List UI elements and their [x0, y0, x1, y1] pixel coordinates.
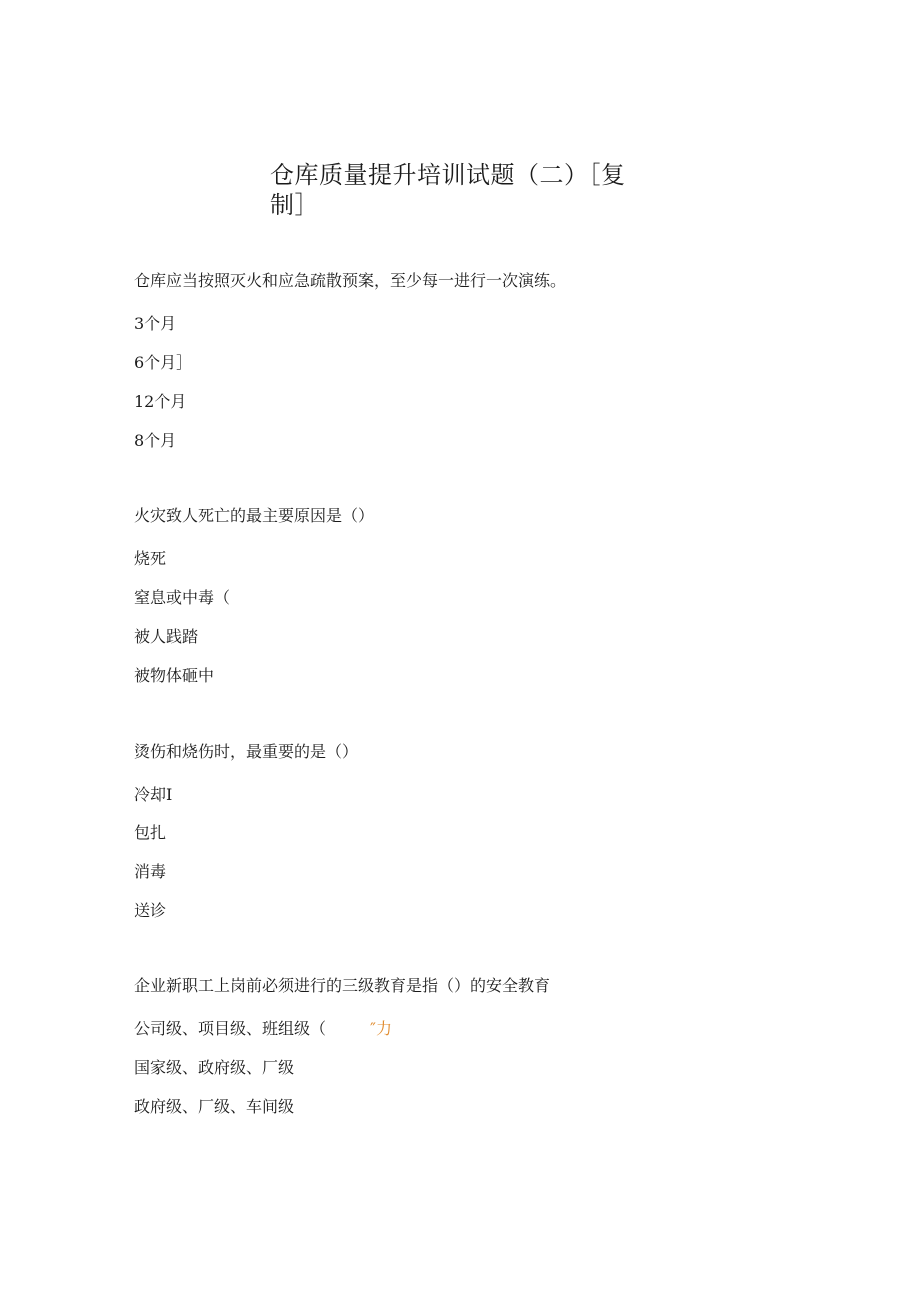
question-4-option-1[interactable] [134, 1018, 392, 1040]
question-3-option-3[interactable]: 消毒 [134, 862, 167, 881]
question-1-option-1[interactable]: 3个月 [134, 314, 177, 333]
page-title [270, 160, 630, 220]
question-1-option-2[interactable]: 6个月］ [134, 353, 193, 372]
question-1-option-4[interactable]: 8个月 [134, 431, 177, 450]
question-2-option-4[interactable]: 被物体砸中 [134, 666, 215, 685]
question-4-option-1-label: 公司级、项目级、班组级（ [134, 1019, 327, 1038]
question-1-option-3[interactable]: 12个月 [134, 392, 187, 411]
question-2-text: 火灾致人死亡的最主要原因是（） [134, 506, 375, 525]
question-3-option-2[interactable]: 包扎 [134, 823, 167, 842]
question-3-text: 烫伤和烧伤时，最重要的是（） [134, 742, 359, 761]
question-4-option-3[interactable]: 政府级、厂级、车间级 [134, 1097, 295, 1116]
question-2-option-3[interactable]: 被人践踏 [134, 627, 199, 646]
question-1-text: 仓库应当按照灭火和应急疏散预案，至少每一进行一次演练。 [134, 271, 567, 290]
question-2-option-1[interactable]: 烧死 [134, 549, 167, 568]
title-line-2: 制］ [270, 191, 319, 219]
question-4-text: 企业新职工上岗前必须进行的三级教育是指（）的安全教育 [134, 976, 551, 995]
handwritten-mark: ″力 [370, 1019, 392, 1038]
question-3-option-1[interactable]: 冷却I [134, 785, 173, 804]
question-2-option-2[interactable]: 窒息或中毒（ [134, 588, 231, 607]
title-line-1: 仓库质量提升培训试题（二）［复 [270, 161, 626, 189]
question-3-option-4[interactable]: 送诊 [134, 901, 167, 920]
question-4-option-2[interactable]: 国家级、政府级、厂级 [134, 1058, 295, 1077]
